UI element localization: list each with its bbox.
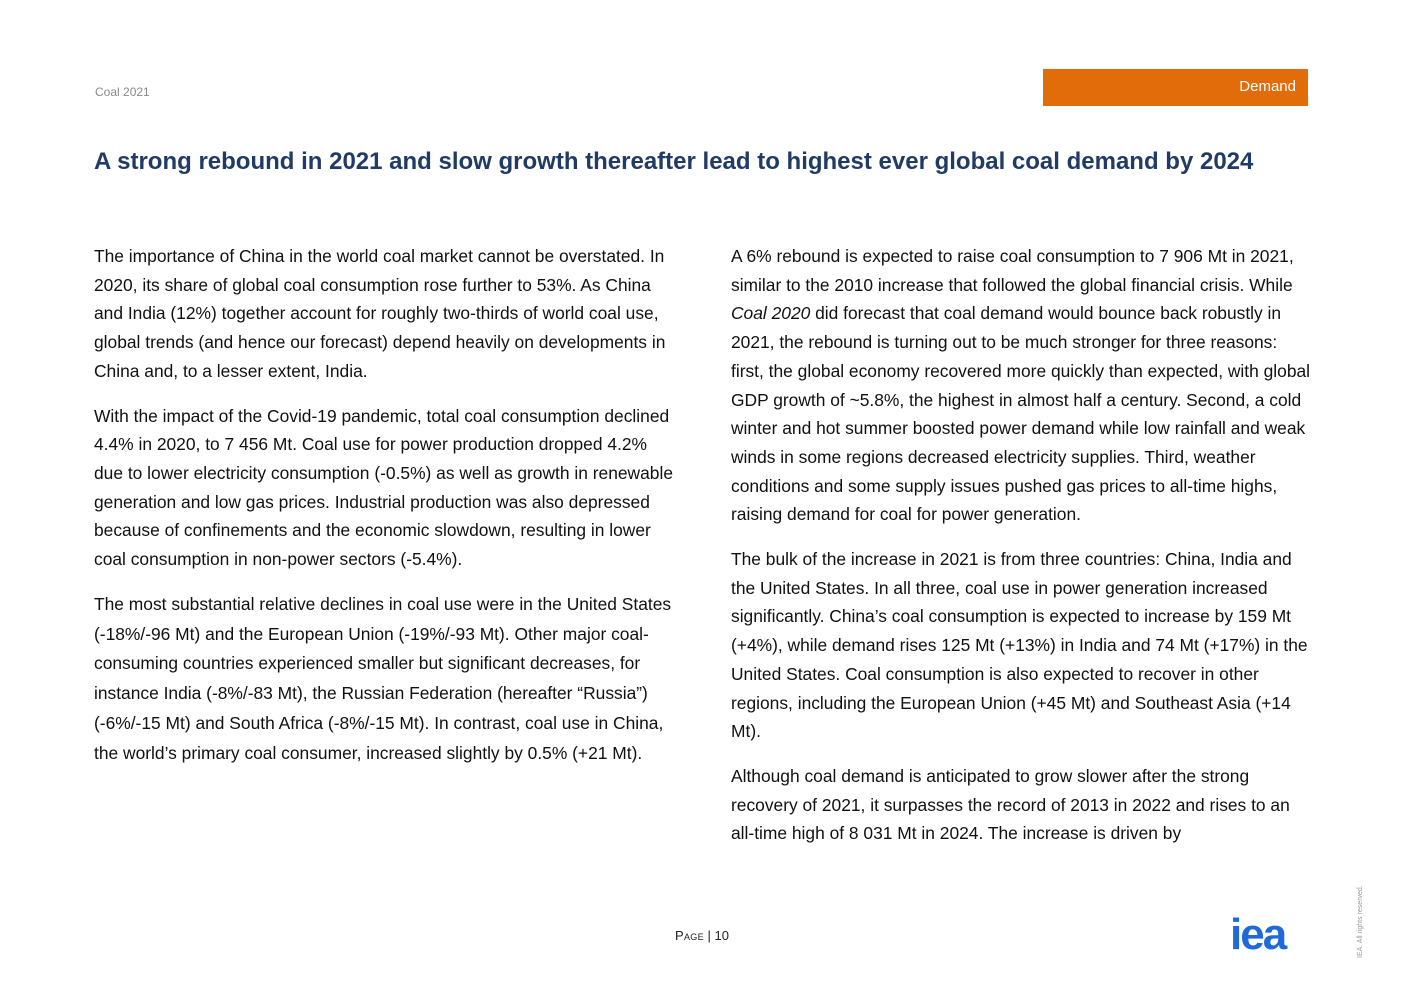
paragraph: Although coal demand is anticipated to grow slower after the strong recovery of 2021, it surpasses the record of 2013 in 2022 and rises to an all-time high of 8 031 Mt in 2024. The increase is driven by: [731, 765, 1290, 844]
report-name: Coal 2021: [95, 85, 150, 99]
paragraph: With the impact of the Covid-19 pandemic, total coal consumption declined 4.4% in 2020, to 7 456 Mt. Coal use for power production dropped 4.2% due to lower electricity consumption (-0.5%) as well as growth in renewable generation and low gas prices. Industrial production was also depressed because of confinements and the economic slowdown, resulting in lower coal consumption in non-power sectors (-5.4%).: [94, 405, 673, 570]
publication-title: Coal 2020: [731, 303, 811, 324]
page-title: A strong rebound in 2021 and slow growth thereafter lead to highest ever global coal demand by 2024: [94, 148, 1254, 175]
paragraph-text: did forecast that coal demand would bounce back robustly in 2021, the rebound is turning out to be much stronger for three reasons: first, the global economy recovered more quickly than expected, with global GDP growth of ~5.8%, the highest in almost half a century. Second, a cold winter and hot summer boosted power demand while low rainfall and weak winds in some regions decreased electricity supplies. Third, weather conditions and some supply issues pushed gas prices to all-time highs, raising demand for coal for power generation.: [731, 303, 1311, 525]
page-separator: |: [707, 928, 711, 943]
section-tag: Demand: [1043, 69, 1308, 106]
paragraph-text: A 6% rebound is expected to raise coal consumption to 7 906 Mt in 2021, similar to the 2010 increase that followed the global financial crisis. While: [731, 246, 1294, 295]
rights-notice: IEA. All rights reserved.: [1357, 885, 1364, 958]
iea-logo: iea: [1230, 910, 1286, 959]
paragraph: The most substantial relative declines in coal use were in the United States (-18%/-96 Mt) and the European Union (-19%/‑93 Mt). Other major coal-consuming countries experienced smaller but significant decreases, for instance India (-8%/‑83 Mt), the Russian Federation (hereafter “Russia”) (-6%/-15 Mt) and South Africa (-8%/-15 Mt). In contrast, coal use in China, the world’s primary coal consumer, increased slightly by 0.5% (+21 Mt).: [94, 593, 672, 763]
page-number: 10: [714, 928, 729, 943]
page-label: Page: [675, 928, 704, 943]
paragraph: [731, 242, 1311, 529]
page-footer: [675, 928, 729, 943]
paragraph: The bulk of the increase in 2021 is from three countries: China, India and the United States. In all three, coal use in power generation increased significantly. China’s coal consumption is expected to increase by 159 Mt (+4%), while demand rises 125 Mt (+13%) in India and 74 Mt (+17%) in the United States. Coal consumption is also expected to recover in other regions, including the European Union (+45 Mt) and Southeast Asia (+14 Mt).: [731, 549, 1308, 742]
left-column: [94, 242, 674, 785]
right-column: [731, 242, 1311, 864]
paragraph: The importance of China in the world coal market cannot be overstated. In 2020, its share of global coal consumption rose further to 53%. As China and India (12%) together account for roughly two-thirds of world coal use, global trends (and hence our forecast) depend heavily on developments in China and, to a lesser extent, India.: [94, 246, 666, 381]
